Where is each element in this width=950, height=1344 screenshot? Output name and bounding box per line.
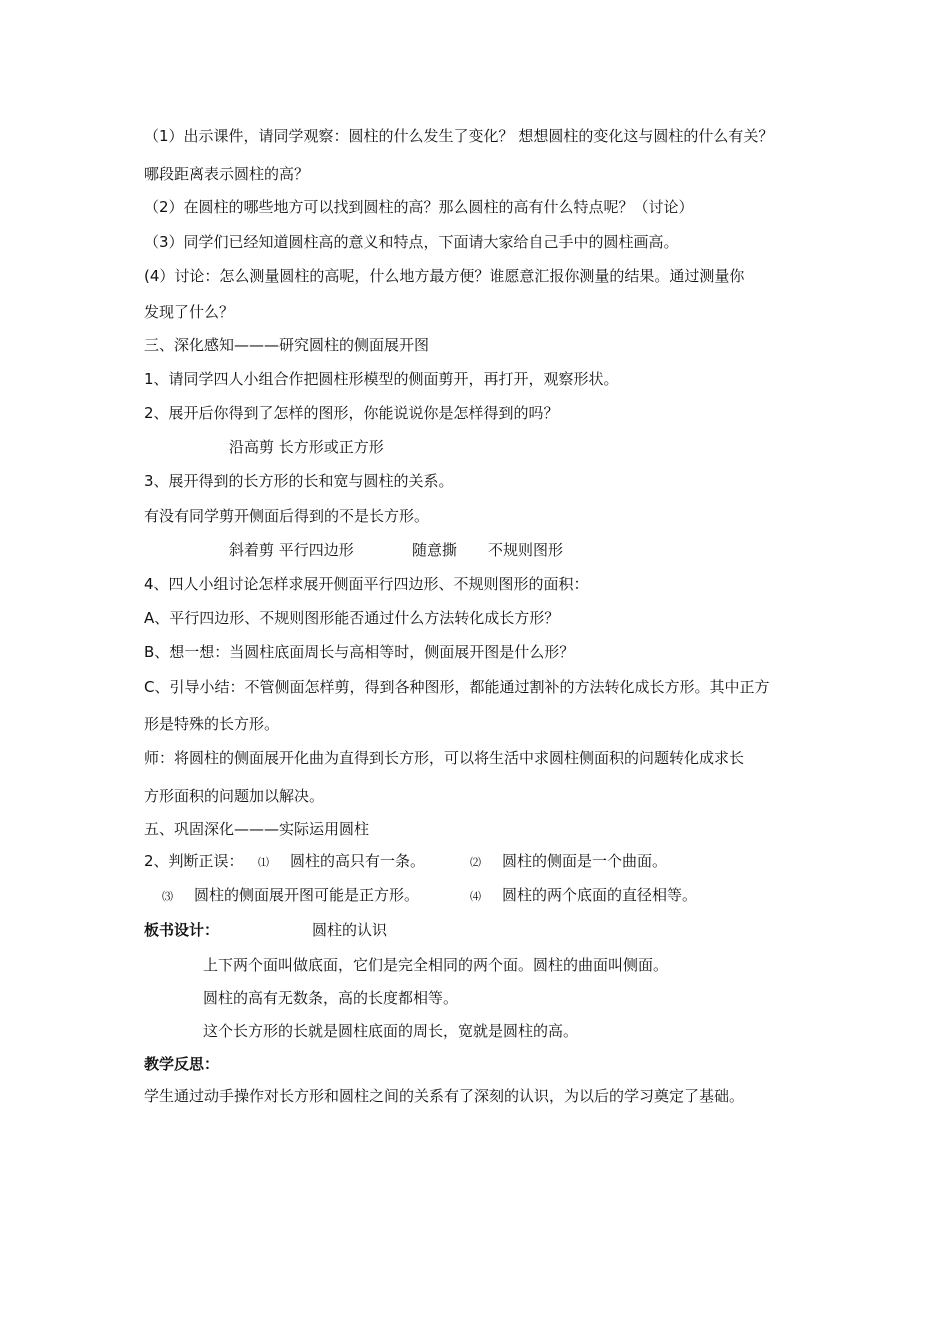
paragraph-step-2: （2）在圆柱的哪些地方可以找到圆柱的高？那么圆柱的高有什么特点呢？（讨论） bbox=[144, 198, 694, 216]
paragraph-step-1-cont: 哪段距离表示圆柱的高？ bbox=[144, 165, 310, 183]
paragraph-step-1: （1）出示课件，请同学观察：圆柱的什么发生了变化？ 想想圆柱的变化这与圆柱的什么有关？ bbox=[144, 127, 774, 145]
section-heading-3: 三、深化感知———研究圆柱的侧面展开图 bbox=[144, 336, 430, 354]
activity-item-1: 1、请同学四人小组合作把圆柱形模型的侧面剪开，再打开，观察形状。 bbox=[144, 370, 619, 388]
activity-item-2: 2、展开后你得到了怎样的图形，你能说说你是怎样得到的吗？ bbox=[144, 404, 559, 422]
judge-statement-4: 圆柱的两个底面的直径相等。 bbox=[502, 886, 698, 904]
sub-item-a: A、平行四边形、不规则图形能否通过什么方法转化成长方形？ bbox=[144, 609, 560, 627]
teacher-summary-cont: 方形面积的问题加以解决。 bbox=[144, 787, 325, 805]
answer-oblique-cut: 斜着剪 平行四边形 bbox=[229, 541, 354, 559]
sub-item-c: C、引导小结：不管侧面怎样剪，得到各种图形，都能通过割补的方法转化成长方形。其中正方 bbox=[144, 678, 770, 696]
judge-number-3: ⑶ bbox=[162, 890, 173, 903]
answer-random-tear: 随意撕 bbox=[412, 541, 458, 559]
answer-cut-along-height: 沿高剪 长方形或正方形 bbox=[229, 438, 384, 456]
judge-number-1: ⑴ bbox=[258, 856, 269, 869]
answer-irregular-shape: 不规则图形 bbox=[488, 541, 564, 559]
board-line-1: 上下两个面叫做底面，它们是完全相同的两个面。圆柱的曲面叫侧面。 bbox=[203, 956, 669, 974]
paragraph-step-3: （3）同学们已经知道圆柱高的意义和特点，下面请大家给自己手中的圆柱画高。 bbox=[144, 233, 679, 251]
reflection-heading: 教学反思： bbox=[144, 1055, 220, 1073]
judge-number-4: ⑷ bbox=[470, 890, 481, 903]
board-design-heading: 板书设计： bbox=[144, 921, 220, 939]
board-line-2: 圆柱的高有无数条，高的长度都相等。 bbox=[203, 989, 459, 1007]
sub-item-b: B、想一想：当圆柱底面周长与高相等时，侧面展开图是什么形？ bbox=[144, 643, 575, 661]
board-design-title: 圆柱的认识 bbox=[312, 921, 388, 939]
judge-statement-3: 圆柱的侧面展开图可能是正方形。 bbox=[194, 886, 420, 904]
judge-number-2: ⑵ bbox=[470, 856, 481, 869]
paragraph-step-4: (4）讨论：怎么测量圆柱的高呢，什么地方最方便？谁愿意汇报你测量的结果。通过测量你 bbox=[144, 267, 745, 285]
activity-item-3: 3、展开得到的长方形的长和宽与圆柱的关系。 bbox=[144, 472, 454, 490]
activity-item-4: 4、四人小组讨论怎样求展开侧面平行四边形、不规则图形的面积： bbox=[144, 575, 589, 593]
sub-item-c-cont: 形是特殊的长方形。 bbox=[144, 715, 280, 733]
paragraph-step-4-cont: 发现了什么？ bbox=[144, 303, 235, 321]
teacher-summary: 师：将圆柱的侧面展开化曲为直得到长方形，可以将生活中求圆柱侧面积的问题转化成求长 bbox=[144, 749, 745, 767]
board-line-3: 这个长方形的长就是圆柱底面的周长，宽就是圆柱的高。 bbox=[203, 1022, 579, 1040]
judge-label: 2、判断正误： bbox=[144, 852, 244, 870]
reflection-text: 学生通过动手操作对长方形和圆柱之间的关系有了深刻的认识，为以后的学习奠定了基础。 bbox=[144, 1087, 745, 1105]
question-non-rectangle: 有没有同学剪开侧面后得到的不是长方形。 bbox=[144, 507, 430, 525]
judge-statement-1: 圆柱的高只有一条。 bbox=[290, 852, 426, 870]
judge-statement-2: 圆柱的侧面是一个曲面。 bbox=[502, 852, 668, 870]
section-heading-5: 五、巩固深化———实际运用圆柱 bbox=[144, 820, 370, 838]
